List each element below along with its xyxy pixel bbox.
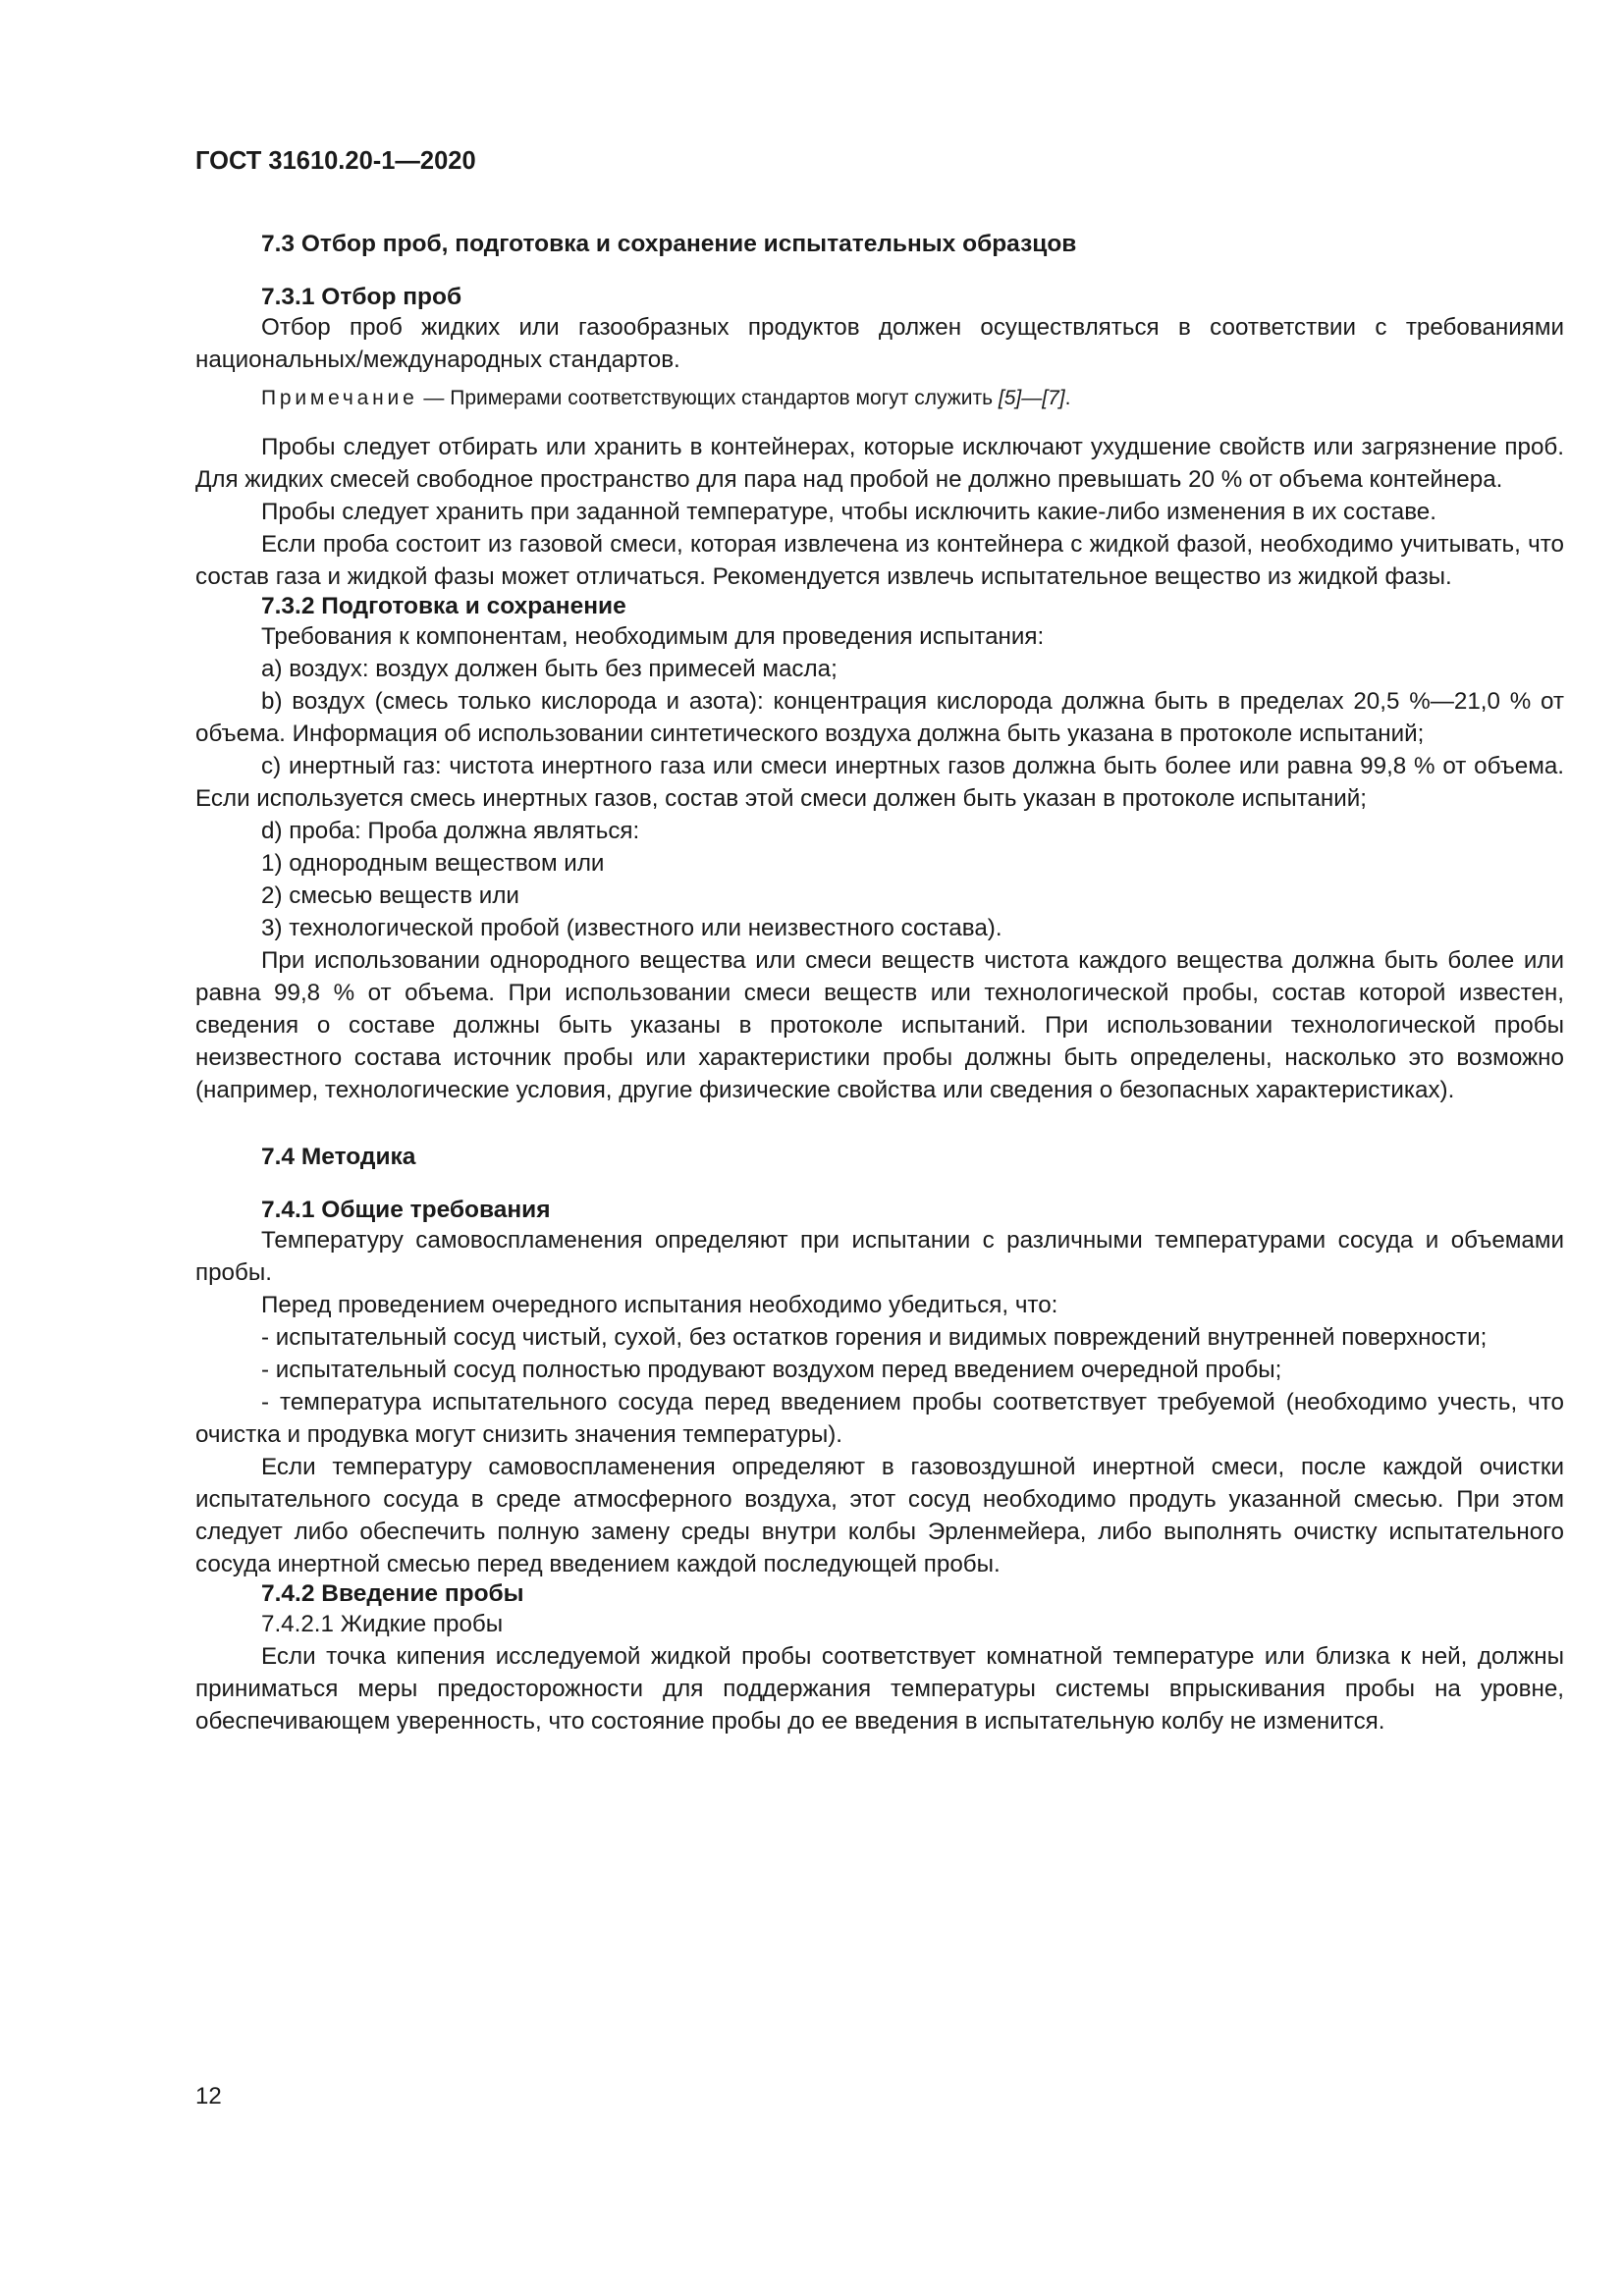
page-number: 12	[195, 2083, 222, 2109]
section-7-4-2-1-title: 7.4.2.1 Жидкие пробы	[261, 1611, 504, 1637]
note-text: — Примерами соответствующих стандартов могут служить	[417, 387, 999, 409]
paragraph: Если температуру самовоспламенения определяют в газовоздушной инертной смеси, после каждой очистки испытательного сосуда в среде атмосферного воздуха, этот сосуд необходимо продуть указанной смесью. При этом следует либо обеспечить полную замену среды внутри колбы Эрленмейера, либо выполнять очистку испытательного сосуда инертной смесью перед введением каждой последующей пробы.	[195, 1454, 1564, 1577]
section-7-3-title: 7.3 Отбор проб, подготовка и сохранение испытательных образцов	[261, 231, 1077, 257]
bullet-item: - испытательный сосуд полностью продувают воздухом перед введением очередной пробы;	[261, 1357, 1282, 1383]
paragraph: Если проба состоит из газовой смеси, которая извлечена из контейнера с жидкой фазой, необходимо учитывать, что состав газа и жидкой фазы может отличаться. Рекомендуется извлечь испытательное вещество из жидкой фазы.	[195, 531, 1564, 590]
list-item-c: c) инертный газ: чистота инертного газа или смеси инертных газов должна быть более или равна 99,8 % от объема. Если используется смесь инертных газов, состав этой смеси должен быть указан в протоколе испытаний;	[195, 753, 1564, 812]
list-item-d2: 2) смесью веществ или	[261, 882, 519, 909]
section-7-4-1-title: 7.4.1 Общие требования	[261, 1197, 551, 1223]
note-reference: [5]—[7]	[998, 387, 1065, 409]
section-7-3-1-title: 7.3.1 Отбор проб	[261, 284, 462, 310]
note-end: .	[1064, 387, 1071, 409]
paragraph: Отбор проб жидких или газообразных продуктов должен осуществляться в соответствии с требованиями национальных/международных стандартов.	[195, 314, 1564, 373]
document-code: ГОСТ 31610.20-1—2020	[195, 147, 476, 175]
section-7-3-2-title: 7.3.2 Подготовка и сохранение	[261, 593, 626, 619]
list-item-d3: 3) технологической пробой (известного или неизвестного состава).	[261, 915, 1002, 941]
document-page	[195, 147, 1564, 1737]
paragraph: Если точка кипения исследуемой жидкой пробы соответствует комнатной температуре или близка к ней, должны приниматься меры предосторожности для поддержания температуры системы впрыскивания пробы на уровне, обеспечивающем уверенность, что состояние пробы до ее введения в испытательную колбу не изменится.	[195, 1643, 1564, 1735]
paragraph: Требования к компонентам, необходимым для проведения испытания:	[261, 623, 1045, 650]
list-item-a: a) воздух: воздух должен быть без примесей масла;	[261, 656, 838, 682]
list-item-b: b) воздух (смесь только кислорода и азота): концентрация кислорода должна быть в пределах 20,5 %—21,0 % от объема. Информация об использовании синтетического воздуха должна быть указана в протоколе испытаний;	[195, 688, 1564, 747]
paragraph: Перед проведением очередного испытания необходимо убедиться, что:	[261, 1292, 1058, 1318]
section-7-4-title: 7.4 Методика	[261, 1144, 416, 1170]
list-item-d: d) проба: Проба должна являться:	[261, 818, 640, 844]
list-item-d1: 1) однородным веществом или	[261, 850, 605, 877]
bullet-item: - испытательный сосуд чистый, сухой, без остатков горения и видимых повреждений внутренней поверхности;	[261, 1324, 1488, 1351]
note	[195, 384, 1564, 413]
bullet-item: - температура испытательного сосуда перед введением пробы соответствует требуемой (необходимо учесть, что очистка и продувка могут снизить значения температуры).	[195, 1389, 1564, 1448]
note-label: Примечание	[261, 387, 418, 409]
paragraph: Пробы следует отбирать или хранить в контейнерах, которые исключают ухудшение свойств или загрязнение проб. Для жидких смесей свободное пространство для пара над пробой не должно превышать 20 % от объема контейнера.	[195, 434, 1564, 493]
paragraph: Пробы следует хранить при заданной температуре, чтобы исключить какие-либо изменения в их составе.	[261, 499, 1436, 525]
paragraph: Температуру самовоспламенения определяют при испытании с различными температурами сосуда и объемами пробы.	[195, 1227, 1564, 1286]
section-7-4-2-title: 7.4.2 Введение пробы	[261, 1580, 524, 1607]
paragraph: При использовании однородного вещества или смеси веществ чистота каждого вещества должна быть более или равна 99,8 % от объема. При использовании смеси веществ или технологической пробы, состав которой известен, сведения о составе должны быть указаны в протоколе испытаний. При использовании технологической пробы неизвестного состава источник пробы или характеристики пробы должны быть определены, насколько это возможно (например, технологические условия, другие физические свойства или сведения о безопасных характеристиках).	[195, 947, 1564, 1103]
